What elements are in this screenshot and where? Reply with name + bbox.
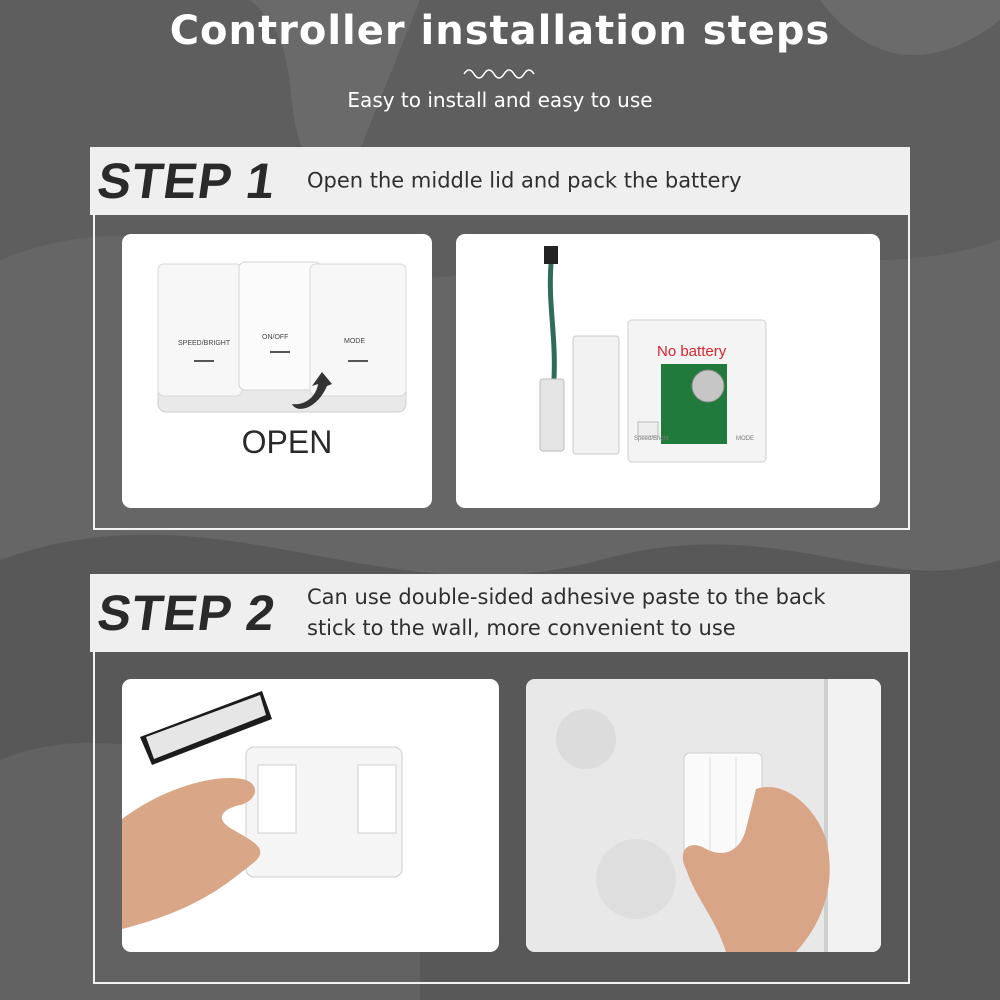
no-battery-note: No battery: [657, 343, 727, 360]
step2-banner: [90, 574, 910, 652]
step2-description: [307, 582, 826, 644]
step2-wall-image: [526, 679, 881, 952]
pcb-mode-label: MODE: [736, 436, 754, 442]
remote-button-speed-label: SPEED/BRIGHT: [178, 340, 231, 347]
step2-adhesive-image: [122, 679, 499, 952]
step2-description-line2: stick to the wall, more convenient to use: [307, 616, 736, 640]
remote-button-onoff-label: ON/OFF: [262, 334, 289, 341]
step2-description-line1: Can use double-sided adhesive paste to the back: [307, 585, 826, 609]
battery-compartment-illustration: [456, 234, 880, 508]
remote-button-mode-label: MODE: [344, 338, 365, 345]
step1-battery-image: [456, 234, 880, 508]
adhesive-back-illustration: [122, 679, 499, 952]
wall-mounted-illustration: [526, 679, 881, 952]
step1-label: STEP 1: [94, 153, 280, 209]
step1-description: Open the middle lid and pack the battery: [307, 168, 742, 193]
step1-remote-image: [122, 234, 432, 508]
open-label: OPEN: [241, 424, 333, 460]
page-title: Controller installation steps: [169, 8, 831, 54]
remote-control-illustration: [122, 234, 432, 508]
pcb-speed-label: Speed/Bright: [634, 436, 669, 442]
step1-banner: [90, 147, 910, 215]
squiggle-divider-icon: [460, 64, 540, 80]
page-subtitle: Easy to install and easy to use: [347, 88, 653, 112]
step2-label: STEP 2: [94, 585, 280, 641]
